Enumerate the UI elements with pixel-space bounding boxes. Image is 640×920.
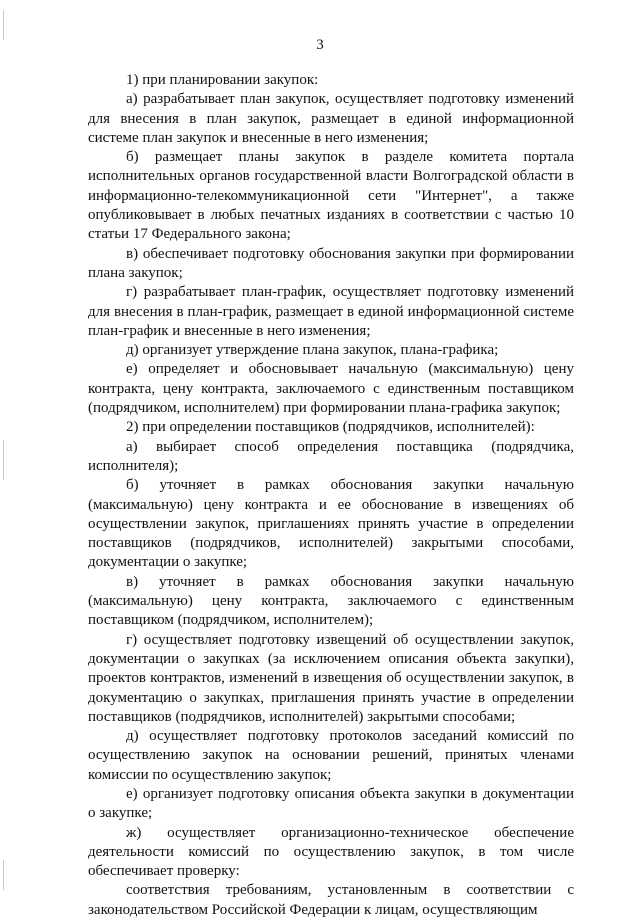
paragraph-item-g2: г) осуществляет подготовку извещений об осуществлении закупок, документации о закупках (за исключением описания объекта закупки), проектов контрактов, изменений в извещения об осуществлении закупок, в документацию о закупках, приглашения принять участие в определении поставщиков (подрядчиков, исполнителей) закрытыми способами;	[88, 631, 574, 725]
paragraph-item-b: б) размещает планы закупок в разделе комитета портала исполнительных органов государственной власти Волгоградской области в информационно-телекоммуникационной сети "Интернет", а также опубликовывает в любых печатных изданиях в соответствии с частью 10 статьи 17 Федерального закона;	[88, 149, 574, 243]
scan-edge-mark	[3, 440, 4, 480]
paragraph-item-e: е) определяет и обосновывает начальную (максимальную) цену контракта, цену контракта, заключаемого с единственным поставщиком (подрядчиком, исполнителем) при формировании плана-графика закупок;	[88, 361, 574, 417]
paragraph-item-d: д) организует утверждение плана закупок, плана-графика;	[126, 342, 499, 359]
document-body	[88, 71, 574, 920]
page-number: 3	[316, 37, 324, 53]
paragraph-item-zh: ж) осуществляет организационно-техническое обеспечение деятельности комиссий по осуществлению закупок, в том числе обеспечивает проверку:	[88, 824, 574, 880]
paragraph-item-d2: д) осуществляет подготовку протоколов заседаний комиссий по осуществлению закупок на основании решений, принятых членами комиссии по осуществлению закупок;	[88, 728, 574, 783]
paragraph-compliance: соответствия требованиям, установленным в соответствии с законодательством Российской Федерации к лицам, осуществляющим	[88, 882, 574, 918]
scan-edge-mark	[3, 860, 4, 890]
paragraph-planning-heading: 1) при планировании закупок:	[126, 72, 319, 88]
paragraph-item-g: г) разрабатывает план-график, осуществляет подготовку изменений для внесения в план-график, размещает в единой информационной системе план-график и внесенные в него изменения;	[88, 284, 574, 339]
paragraph-item-a: а) разрабатывает план закупок, осуществляет подготовку изменений для внесения в план закупок, размещает в единой информационной системе план закупок и внесенные в него изменения;	[88, 91, 574, 146]
paragraph-item-e2: е) организует подготовку описания объекта закупки в документации о закупке;	[88, 785, 574, 822]
paragraph-item-a2: а) выбирает способ определения поставщика (подрядчика, исполнителя);	[88, 438, 574, 474]
paragraph-item-v2: в) уточняет в рамках обоснования закупки начальную (максимальную) цену контракта, заключаемого с единственным поставщиком (подрядчиком, исполнителем);	[88, 573, 574, 629]
paragraph-suppliers-heading: 2) при определении поставщиков (подрядчиков, исполнителей):	[126, 419, 535, 436]
paragraph-item-b2: б) уточняет в рамках обоснования закупки начальную (максимальную) цену контракта и ее обоснование в извещениях об осуществлении закупок, приглашениях принять участие в определении поставщиков (подрядчиков, исполнителей) закрытыми способами, документации о закупке;	[88, 477, 574, 571]
paragraph-item-v: в) обеспечивает подготовку обоснования закупки при формировании плана закупок;	[88, 245, 574, 281]
